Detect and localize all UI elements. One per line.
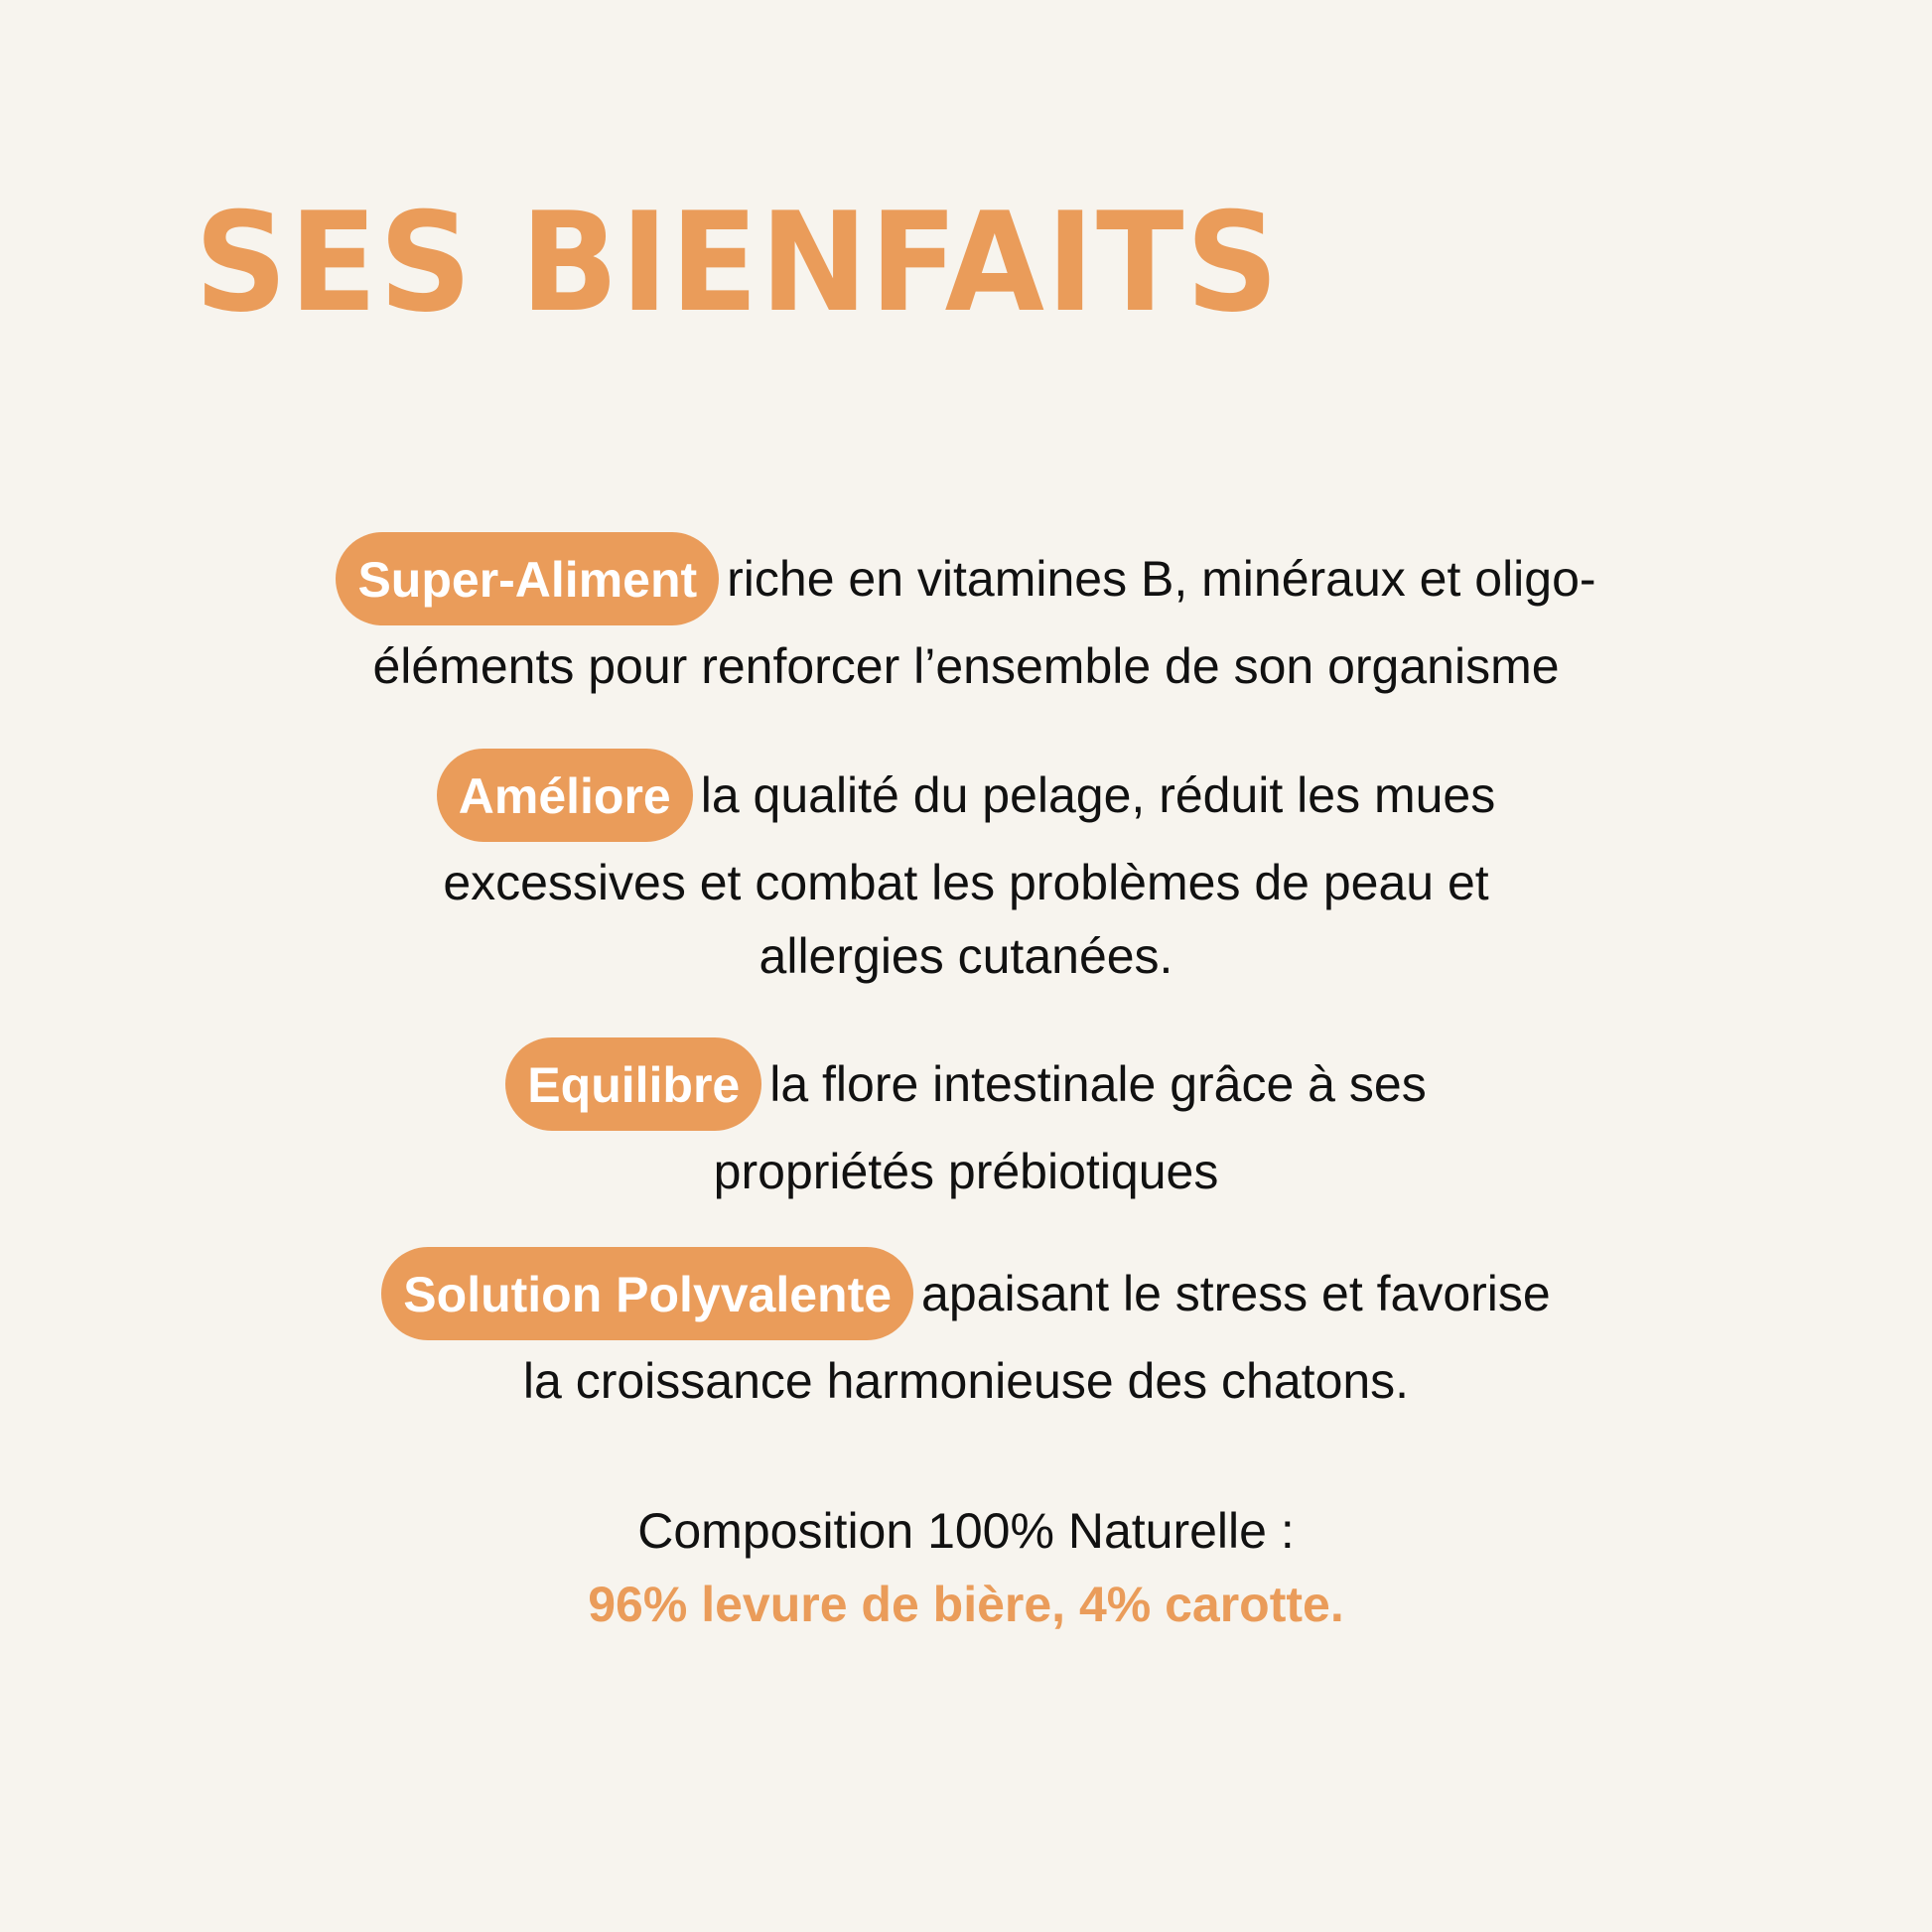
benefit-solution-polyvalente [0, 1251, 1932, 1418]
benefit-text: la qualité du pelage, réduit les mues [700, 767, 1496, 824]
benefit-line [0, 536, 1932, 629]
highlight-pill: Equilibre [505, 1037, 761, 1131]
benefit-text: riche en vitamines B, minéraux et oligo- [727, 551, 1596, 608]
composition-label: Composition 100% Naturelle : [637, 1503, 1295, 1559]
highlight-pill: Solution Polyvalente [381, 1247, 913, 1340]
benefit-line [0, 1041, 1932, 1135]
benefit-line [0, 1251, 1932, 1344]
benefit-text: allergies cutanées. [759, 928, 1173, 984]
benefit-text: propriétés prébiotiques [713, 1144, 1219, 1199]
benefit-ameliore [0, 753, 1932, 993]
benefit-text: excessives et combat les problèmes de peau et [443, 855, 1489, 910]
composition [0, 1494, 1932, 1641]
composition-value: 96% levure de bière, 4% carotte. [588, 1577, 1344, 1632]
page-title: SES BIENFAITS [195, 183, 1281, 343]
highlight-pill: Améliore [437, 749, 693, 842]
benefit-text: la croissance harmonieuse des chatons. [522, 1353, 1410, 1409]
benefit-line [0, 753, 1932, 846]
benefit-text: éléments pour renforcer l’ensemble de son organisme [372, 638, 1560, 694]
highlight-pill: Super-Aliment [336, 532, 719, 625]
benefit-super-aliment [0, 536, 1932, 703]
benefit-text: apaisant le stress et favorise [921, 1266, 1551, 1322]
benefit-equilibre [0, 1041, 1932, 1208]
benefit-text: la flore intestinale grâce à ses [769, 1056, 1427, 1113]
